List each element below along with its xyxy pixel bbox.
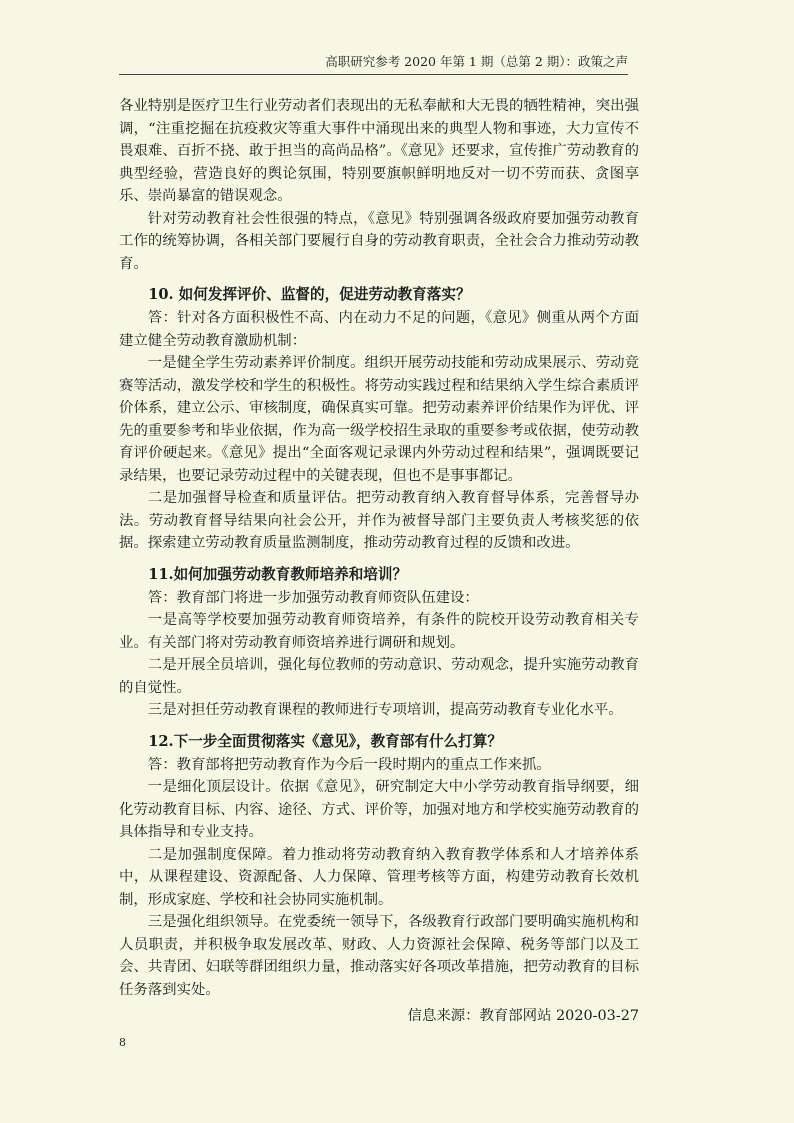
section-heading: 10. 如何发挥评价、监督的，促进劳动教育落实？ bbox=[148, 286, 471, 303]
paragraph: 二是加强督导检查和质量评估。把劳动教育纳入教育督导体系，完善督导办法。劳动教育督导结果向社会公开，并作为被督导部门主要负责人考核奖惩的依据。探索建立劳动教育质量监测制度，推动劳动教育过程的反馈和改进。 bbox=[119, 490, 639, 551]
section-heading: 11.如何加强劳动教育教师培养和培训？ bbox=[148, 565, 408, 583]
section-heading: 12.下一步全面贯彻落实《意见》，教育部有什么打算？ bbox=[148, 732, 502, 750]
paragraph: 针对劳动教育社会性很强的特点，《意见》特别强调各级政府要加强劳动教育工作的统筹协调，各相关部门要履行自身的劳动教育职责，全社会合力推动劳动教育。 bbox=[119, 210, 639, 272]
paragraph: 各业特别是医疗卫生行业劳动者们表现出的无私奉献和大无畏的牺牲精神，突出强调，“注重挖掘在抗疫救灾等重大事件中涌现出来的典型人物和事迹，大力宣传不畏艰难、百折不挠、敢于担当的高尚品格”。《意见》还要求，宣传推广劳动教育的典型经验，营造良好的舆论氛围，特别要旗帜鲜明地反对一切不劳而获、贪图享乐、崇尚暴富的错误观念。 bbox=[119, 98, 639, 204]
paragraph: 一是高等学校要加强劳动教育师资培养，有条件的院校开设劳动教育相关专业。有关部门将对劳动教育师资培养进行调研和规划。 bbox=[119, 612, 639, 651]
running-header: 高职研究参考 2020 年第 1 期（总第 2 期）：政策之声 bbox=[119, 52, 628, 75]
paragraph: 三是对担任劳动教育课程的教师进行专项培训，提高劳动教育专业化水平。 bbox=[147, 702, 623, 718]
source-note: 信息来源：教育部网站 2020-03-27 bbox=[407, 1008, 639, 1024]
paragraph: 答：针对各方面积极性不高、内在动力不足的问题，《意见》侧重从两个方面建立健全劳动教育激励机制： bbox=[119, 310, 639, 349]
paragraph: 二是开展全员培训，强化每位教师的劳动意识、劳动观念，提升实施劳动教育的自觉性。 bbox=[119, 657, 639, 696]
page-number: 8 bbox=[119, 1036, 126, 1049]
paragraph: 三是强化组织领导。在党委统一领导下，各级教育行政部门要明确实施机构和人员职责，并积极争取发展改革、财政、人力资源社会保障、税务等部门以及工会、共青团、妇联等群团组织力量，推动落实好各项改革措施，把劳动教育的目标任务落到实处。 bbox=[119, 914, 639, 998]
paragraph: 答：教育部将把劳动教育作为今后一段时期内的重点工作来抓。 bbox=[147, 756, 551, 773]
paragraph: 一是健全学生劳动素养评价制度。组织开展劳动技能和劳动成果展示、劳动竞赛等活动，激发学校和学生的积极性。将劳动实践过程和结果纳入学生综合素质评价体系，建立公示、审核制度，确保真实可靠。把劳动素养评价结果作为评优、评先的重要参考和毕业依据，作为高一级学校招生录取的重要参考或依据，使劳动教育评价硬起来。《意见》提出“全面客观记录课内外劳动过程和结果”，强调既要记录结果，也要记录劳动过程中的关键表现，但也不是事事都记。 bbox=[119, 355, 639, 484]
paragraph: 一是细化顶层设计。依据《意见》，研究制定大中小学劳动教育指导纲要，细化劳动教育目标、内容、途径、方式、评价等，加强对地方和学校实施劳动教育的具体指导和专业支持。 bbox=[119, 779, 639, 840]
article-body bbox=[119, 95, 639, 1028]
paragraph: 答：教育部门将进一步加强劳动教育师资队伍建设： bbox=[147, 589, 479, 606]
paragraph: 二是加强制度保障。着力推动将劳动教育纳入教育教学体系和人才培养体系中，从课程建设、资源配备、人力保障、管理考核等方面，构建劳动教育长效机制，形成家庭、学校和社会协同实施机制。 bbox=[119, 846, 639, 908]
